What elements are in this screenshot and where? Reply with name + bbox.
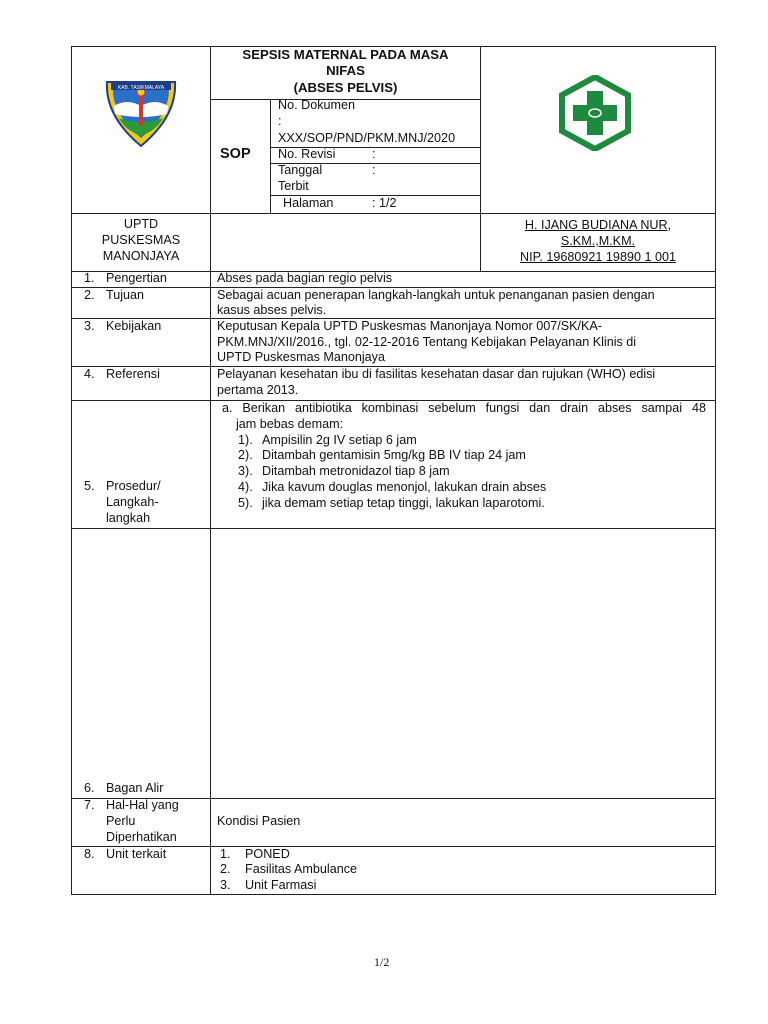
row-4-text-1: Pelayanan kesehatan ibu di fasilitas kesehatan dasar dan rujukan (WHO) edisi <box>217 367 656 381</box>
row-2-text-2: kasus abses pelvis. <box>217 303 327 317</box>
halaman-value: : 1/2 <box>372 196 397 210</box>
table-border-bottom <box>71 894 716 895</box>
row-7-label-2: Perlu <box>106 814 136 828</box>
row-3-num: 3. <box>84 319 95 333</box>
row-line-org <box>71 271 716 272</box>
step-3-text: Ditambah metronidazol tiap 8 jam <box>262 464 450 478</box>
unit-2-num: 2. <box>220 862 231 876</box>
row-4-text-2: pertama 2013. <box>217 383 299 397</box>
step-5-num: 5). <box>238 496 253 510</box>
regency-logo <box>101 76 181 148</box>
signer-name: H. IJANG BUDIANA NUR, <box>524 218 672 232</box>
unit-1-num: 1. <box>220 847 231 861</box>
page-number: 1/2 <box>374 955 390 969</box>
org-line-3: MANONJAYA <box>102 249 180 263</box>
row-6-label: Bagan Alir <box>106 781 164 795</box>
tanggal-colon: : <box>372 163 376 177</box>
row-5-label-2: Langkah- <box>106 495 159 509</box>
dokumen-label: No. Dokumen <box>278 98 355 112</box>
header-divider-left <box>210 46 211 895</box>
row-7-label-3: Diperhatikan <box>106 830 177 844</box>
terbit-label: Terbit <box>278 179 309 193</box>
row-8-label: Unit terkait <box>106 847 167 861</box>
unit-3-text: Unit Farmasi <box>245 878 317 892</box>
row-8-num: 8. <box>84 847 95 861</box>
regency-logo-text: KAB. TASIKMALAYA <box>117 85 165 91</box>
row-5-num: 5. <box>84 479 95 493</box>
row-line-7 <box>71 846 716 847</box>
header-bottom <box>71 213 716 214</box>
row-5-label-3: langkah <box>106 511 151 525</box>
row-5-label-1: Prosedur/ <box>106 479 161 493</box>
unit-3-num: 3. <box>220 878 231 892</box>
revisi-colon: : <box>372 147 376 161</box>
row-3-text-3: UPTD Puskesmas Manonjaya <box>217 350 385 364</box>
dokumen-value: XXX/SOP/PND/PKM.MNJ/2020 <box>278 131 456 145</box>
org-line-2: PUSKESMAS <box>101 233 181 247</box>
step-2-num: 2). <box>238 448 253 462</box>
row-7-label-1: Hal-Hal yang <box>106 798 179 812</box>
row-2-label: Tujuan <box>106 288 145 302</box>
row-4-label: Referensi <box>106 367 160 381</box>
revisi-label: No. Revisi <box>278 147 336 161</box>
prosedur-intro-1: a. Berikan antibiotika kombinasi sebelum fungsi dan drain abses sampai 48 <box>222 401 706 415</box>
row-6-num: 6. <box>84 781 95 795</box>
row-7-text: Kondisi Pasien <box>217 814 301 828</box>
tanggal-label: Tanggal <box>278 163 323 177</box>
table-border-left <box>71 46 72 895</box>
step-2-text: Ditambah gentamisin 5mg/kg BB IV tiap 24 jam <box>262 448 526 462</box>
dokumen-colon: : <box>278 114 282 128</box>
signer-degree: S.KM.,M.KM. <box>560 234 636 248</box>
unit-2-text: Fasilitas Ambulance <box>245 862 357 876</box>
row-4-num: 4. <box>84 367 95 381</box>
puskesmas-logo <box>557 75 633 151</box>
org-line-1: UPTD <box>123 217 159 231</box>
doc-title-line-1: SEPSIS MATERNAL PADA MASA <box>242 47 449 62</box>
row-7-num: 7. <box>84 798 95 812</box>
row-1-label: Pengertian <box>106 271 167 285</box>
step-3-num: 3). <box>238 464 253 478</box>
step-1-num: 1). <box>238 433 253 447</box>
signer-nip: NIP. 19680921 19890 1 001 <box>520 250 676 264</box>
doc-title-line-3: (ABSES PELVIS) <box>293 80 398 95</box>
row-2-num: 2. <box>84 288 95 302</box>
row-3-text-1: Keputusan Kepala UPTD Puskesmas Manonjaya Nomor 007/SK/KA- <box>217 319 603 333</box>
row-1-num: 1. <box>84 271 95 285</box>
halaman-label: Halaman <box>283 196 334 210</box>
row-3-text-2: PKM.MNJ/XII/2016., tgl. 02-12-2016 Tentang Kebijakan Pelayanan Klinis di <box>217 335 637 349</box>
step-5-text: jika demam setiap tetap tinggi, lakukan laparotomi. <box>262 496 545 510</box>
row-3-label: Kebijakan <box>106 319 162 333</box>
table-border-right <box>715 46 716 895</box>
sop-label: SOP <box>220 146 251 162</box>
prosedur-intro-2: jam bebas demam: <box>236 417 344 431</box>
step-4-text: Jika kavum douglas menonjol, lakukan drain abses <box>262 480 547 494</box>
row-1-text: Abses pada bagian regio pelvis <box>217 271 393 285</box>
row-line-5 <box>71 528 716 529</box>
doc-title-line-2: NIFAS <box>326 63 365 78</box>
step-1-text: Ampisilin 2g IV setiap 6 jam <box>262 433 417 447</box>
unit-1-text: PONED <box>245 847 290 861</box>
step-4-num: 4). <box>238 480 253 494</box>
row-2-text-1: Sebagai acuan penerapan langkah-langkah untuk penanganan pasien dengan <box>217 288 655 302</box>
